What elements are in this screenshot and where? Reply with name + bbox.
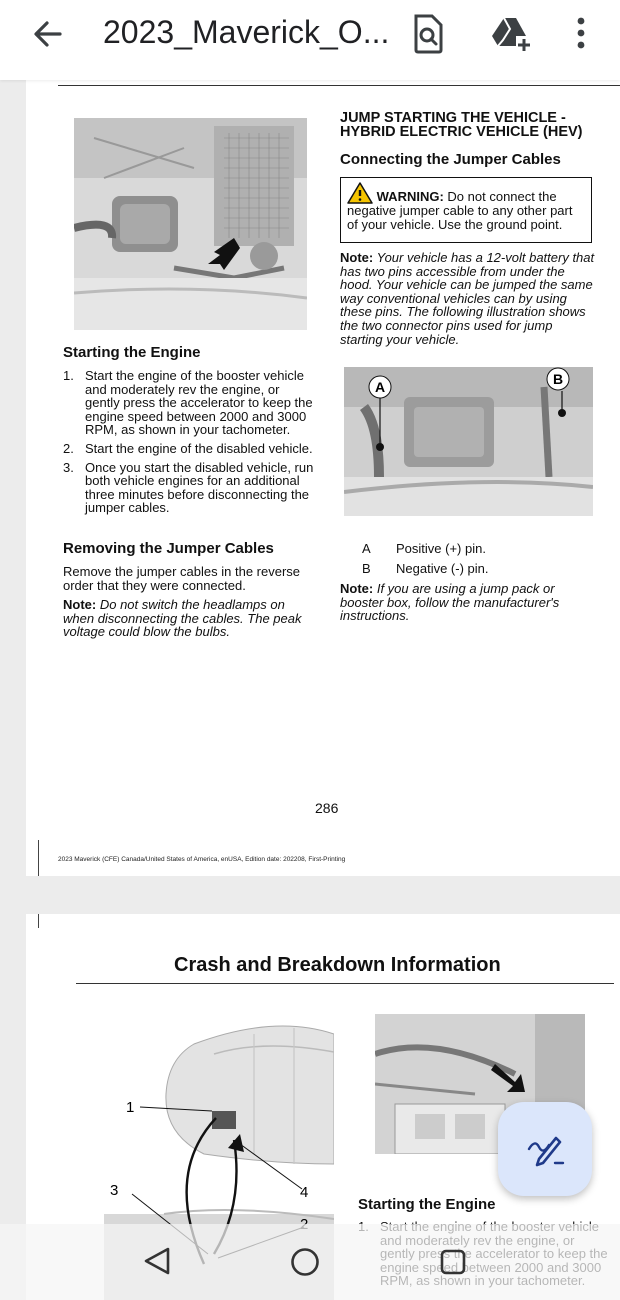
title-rule [76,983,614,984]
page-title: Crash and Breakdown Information [174,954,501,976]
nav-back-icon[interactable] [142,1246,172,1276]
list-item: 3. Once you start the disabled vehicle, run both vehicle engines for an additional three minutes before disconnecting the jumper cables. [63,459,314,516]
callout-a: A [374,379,386,395]
legend-row: A Positive (+) pin. [362,541,486,556]
diagram-label-3: 3 [110,1182,119,1199]
warning-box: WARNING: Do not connect the negative jumper cable to any other part of your vehicle. Use the ground point. [340,177,592,243]
legend-row: B Negative (-) pin. [362,561,489,576]
twelve-volt-note: Note: Your vehicle has a 12-volt battery that has two pins accessible from under the hood. Your vehicle can be jumped the same way conventional vehicles can by using these pins. The following illustration shows the two connector pins used for jump starting your vehicle. [340,250,595,347]
sheet-edge [38,840,39,876]
arrow-left-icon[interactable] [28,14,68,54]
annotate-pen-icon [525,1129,565,1169]
document-title: 2023_Maverick_O... [103,14,390,50]
removing-cables-text: Remove the jumper cables in the reverse order that they were connected. [63,564,301,593]
starting-engine-heading: Starting the Engine [63,344,201,361]
callout-b: B [552,371,564,387]
page-footer: 2023 Maverick (CFE) Canada/United States of America, enUSA, Edition date: 202208, First-Printing [58,856,346,863]
starting-steps-list [63,369,317,520]
search-document-icon[interactable] [408,12,448,56]
page-number: 286 [315,800,339,816]
nav-home-icon[interactable] [289,1246,321,1278]
nav-recents-icon[interactable] [439,1248,467,1276]
header-rule [58,85,620,86]
system-nav-bar [0,1224,620,1300]
engine-bay-photo [74,118,307,330]
diagram-label-4: 4 [300,1184,309,1201]
list-item: 1. Start the engine of the booster vehicle and moderately rev the engine, or gently press the accelerator to keep the engine speed between 2000 and 3000 RPM, as shown in your tachometer. [63,368,313,438]
warning-triangle-icon [347,182,373,204]
annotate-fab-button[interactable] [498,1102,592,1196]
connecting-cables-heading: Connecting the Jumper Cables [340,151,561,168]
add-to-drive-icon[interactable] [490,12,532,56]
starting-engine-heading-2: Starting the Engine [358,1196,496,1213]
sheet-edge [38,914,39,928]
more-vertical-icon[interactable] [566,12,596,56]
hev-jump-start-heading: JUMP STARTING THE VEHICLE - HYBRID ELECTRIC VEHICLE (HEV) [340,110,583,140]
pin-legend [362,539,488,579]
diagram-label-1: 1 [126,1099,135,1116]
jump-pack-note: Note: If you are using a jump pack or booster box, follow the manufacturer's instructions. [340,581,560,624]
jump-pins-photo [344,367,593,516]
list-item: 2. Start the engine of the disabled vehicle. [63,440,313,456]
removing-cables-heading: Removing the Jumper Cables [63,540,274,557]
headlamps-note: Note: Do not switch the headlamps on when disconnecting the cables. The peak voltage could blow the bulbs. [63,597,302,640]
pdf-page-286 [26,80,620,876]
app-bar [0,0,620,80]
